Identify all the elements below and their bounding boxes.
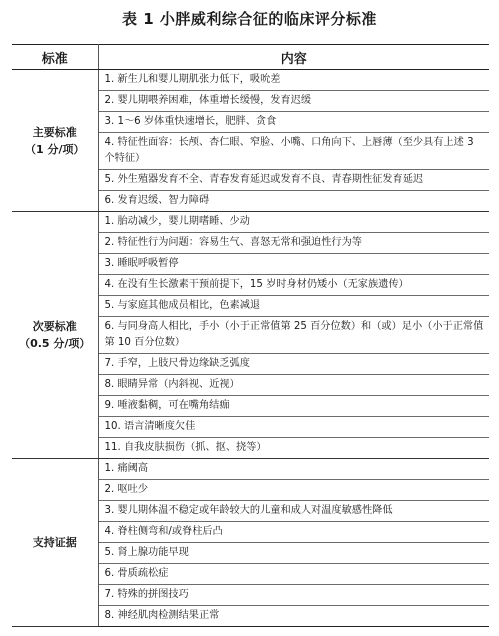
criteria-item: 5. 肾上腺功能早现 [98, 543, 489, 564]
criteria-table [12, 44, 489, 627]
criteria-item: 5. 外生殖器发育不全、青春发育延迟或发育不良、青春期性征发育延迟 [98, 170, 489, 191]
header-content: 内容 [98, 45, 489, 70]
criteria-item: 1. 新生儿和婴儿期肌张力低下，吸吮差 [98, 70, 489, 91]
criteria-item: 4. 在没有生长激素干预前提下，15 岁时身材仍矮小（无家族遗传） [98, 275, 489, 296]
criteria-item: 3. 1～6 岁体重快速增长，肥胖、贪食 [98, 112, 489, 133]
category-name: 次要标准 [32, 320, 77, 333]
criteria-item: 11. 自我皮肤损伤（抓、抠、挠等） [98, 438, 489, 459]
criteria-item: 4. 特征性面容：长颅、杏仁眼、窄脸、小嘴、口角向下、上唇薄（至少具有上述 3 个特征） [98, 133, 489, 170]
criteria-item: 7. 特殊的拼图技巧 [98, 585, 489, 606]
criteria-item: 3. 婴儿期体温不稳定或年龄较大的儿童和成人对温度敏感性降低 [98, 501, 489, 522]
header-row [12, 45, 489, 70]
table-row [12, 459, 489, 480]
criteria-item: 6. 骨质疏松症 [98, 564, 489, 585]
criteria-item: 2. 婴儿期喂养困难，体重增长缓慢，发育迟缓 [98, 91, 489, 112]
criteria-item: 1. 胎动减少，婴儿期嗜睡、少动 [98, 212, 489, 233]
category-score: （0.5 分/项） [19, 337, 91, 350]
category-score: （1 分/项） [24, 142, 85, 156]
criteria-item: 9. 唾液黏稠，可在嘴角结痂 [98, 396, 489, 417]
criteria-item: 8. 神经肌肉检测结果正常 [98, 606, 489, 627]
criteria-item: 7. 手窄，上肢尺骨边缘缺乏弧度 [98, 354, 489, 375]
criteria-item: 1. 痛阈高 [98, 459, 489, 480]
criteria-item: 2. 特征性行为问题：容易生气、喜怒无常和强迫性行为等 [98, 233, 489, 254]
criteria-item: 8. 眼睛异常（内斜视、近视） [98, 375, 489, 396]
category-name: 主要标准 [32, 125, 77, 139]
category-name: 支持证据 [32, 536, 77, 549]
criteria-item: 5. 与家庭其他成员相比，色素减退 [98, 296, 489, 317]
criteria-item: 3. 睡眠呼吸暂停 [98, 254, 489, 275]
criteria-item: 6. 与同身高人相比，手小（小于正常值第 25 百分位数）和（或）足小（小于正常值第 10 百分位数） [98, 317, 489, 354]
criteria-item: 10. 语言清晰度欠佳 [98, 417, 489, 438]
table-title: 表 1 小胖威利综合征的临床评分标准 [122, 10, 377, 28]
category-minor [12, 212, 98, 459]
criteria-item: 4. 脊柱侧弯和/或脊柱后凸 [98, 522, 489, 543]
category-major [12, 70, 98, 212]
header-criteria: 标准 [12, 45, 98, 70]
criteria-item: 2. 呕吐少 [98, 480, 489, 501]
table-row [12, 212, 489, 233]
category-support [12, 459, 98, 627]
criteria-item: 6. 发育迟缓、智力障碍 [98, 191, 489, 212]
table-row [12, 70, 489, 91]
